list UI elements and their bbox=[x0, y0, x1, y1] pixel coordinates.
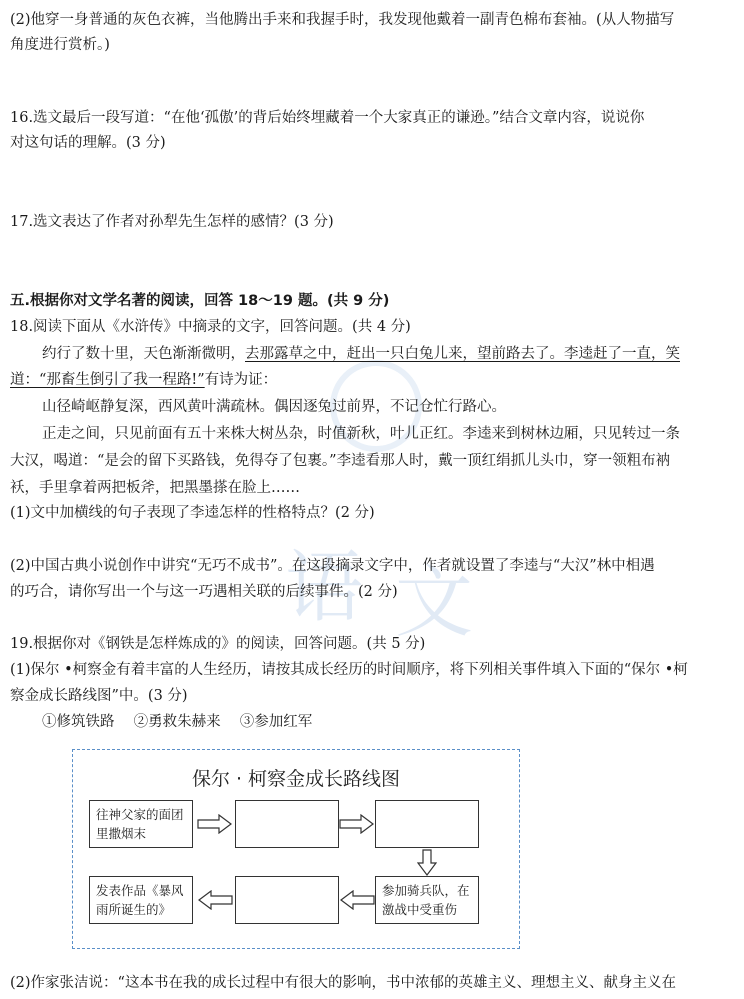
diagram-box-6: 发表作品《暴风雨所诞生的》 bbox=[89, 876, 193, 924]
q16-line2: 对这句话的理解。(3 分) bbox=[10, 135, 166, 151]
q18-sub1: (1)文中加横线的句子表现了李逵怎样的性格特点？(2 分) bbox=[10, 505, 375, 521]
diagram-box-4: 参加骑兵队，在激战中受重伤 bbox=[375, 876, 479, 924]
q18-p1-poem-intro: 有诗为证： bbox=[204, 372, 278, 388]
q18-sub2-l2: 的巧合，请你写出一个与这一巧遇相关联的后续事件。(2 分) bbox=[10, 584, 398, 600]
q18-stem: 18.阅读下面从《水浒传》中摘录的文字，回答问题。(共 4 分) bbox=[10, 319, 411, 335]
arrow-right-icon bbox=[339, 814, 375, 834]
arrow-left-icon bbox=[339, 890, 375, 910]
q19-options: ①修筑铁路 ②勇救朱赫来 ③参加红军 bbox=[42, 714, 313, 730]
diagram-title: 保尔 · 柯察金成长路线图 bbox=[191, 768, 401, 790]
q18-p1-underlined: 去那露草之中，赶出一只白兔儿来，望前路去了。李逵赶了一直，笑 bbox=[245, 346, 680, 362]
q15-2-line2: 角度进行赏析。) bbox=[10, 37, 110, 53]
q18-sub2-l1: (2)中国古典小说创作中讲究“无巧不成书”。在这段摘录文字中，作者就设置了李逵与“大汉”林中相遇 bbox=[10, 558, 655, 574]
arrow-left-icon bbox=[197, 890, 233, 910]
watermark-char-1: 语 bbox=[285, 543, 364, 633]
q18-passage-p3-l3: 袄，手里拿着两把板斧，把黑墨搽在脸上…… bbox=[10, 480, 300, 496]
q18-p1-underlined-cont: 道：“那畜生倒引了我一程路!” bbox=[10, 372, 205, 388]
q18-p1-plain: 约行了数十里，天色渐渐微明， bbox=[42, 346, 245, 362]
diagram-box-5-blank[interactable] bbox=[235, 876, 339, 924]
q19-sub1-l2: 察金成长路线图”中。(3 分) bbox=[10, 688, 188, 704]
q16-line1: 16.选文最后一段写道：“在他‘孤傲’的背后始终埋藏着一个大家真正的谦逊。”结合文章内容，说说你 bbox=[10, 110, 645, 126]
q18-passage-p1-l1 bbox=[42, 344, 680, 364]
growth-route-diagram bbox=[72, 749, 520, 949]
section5-heading: 五.根据你对文学名著的阅读，回答 18～19 题。(共 9 分) bbox=[10, 293, 390, 309]
diagram-box-1: 往神父家的面团里撒烟末 bbox=[89, 800, 193, 848]
arrow-down-icon bbox=[417, 849, 437, 876]
q15-2-line1: (2)他穿一身普通的灰色衣裤，当他腾出手来和我握手时，我发现他戴着一副青色棉布套袖。(从人物描写 bbox=[10, 12, 675, 28]
watermark-char-2: 文 bbox=[395, 558, 474, 648]
q18-poem: 山径崎岖静复深，西风黄叶满疏林。偶因逐兔过前界，不记仓忙行路心。 bbox=[42, 399, 506, 415]
q19-sub2: (2)作家张洁说：“这本书在我的成长过程中有很大的影响，书中浓郁的英雄主义、理想主义、献身主义在 bbox=[10, 975, 676, 991]
diagram-box-3-blank[interactable] bbox=[375, 800, 479, 848]
arrow-right-icon bbox=[197, 814, 233, 834]
q19-sub1-l1: (1)保尔 •柯察金有着丰富的人生经历，请按其成长经历的时间顺序，将下列相关事件填入下面的“保尔 •柯 bbox=[10, 662, 688, 678]
q18-passage-p3-l1: 正走之间，只见前面有五十来株大树丛杂，时值新秋，叶儿正红。李逵来到树林边厢，只见转过一条 bbox=[42, 426, 680, 442]
q18-passage-p3-l2: 大汉，喝道：“是会的留下买路钱，免得夺了包裹。”李逵看那人时，戴一顶红绢抓儿头巾，穿一领粗布衲 bbox=[10, 453, 671, 469]
q17-question: 17.选文表达了作者对孙犁先生怎样的感情？(3 分) bbox=[10, 214, 334, 230]
diagram-box-2-blank[interactable] bbox=[235, 800, 339, 848]
q18-passage-p1-l2 bbox=[10, 370, 277, 390]
q19-stem: 19.根据你对《钢铁是怎样炼成的》的阅读，回答问题。(共 5 分) bbox=[10, 636, 426, 652]
